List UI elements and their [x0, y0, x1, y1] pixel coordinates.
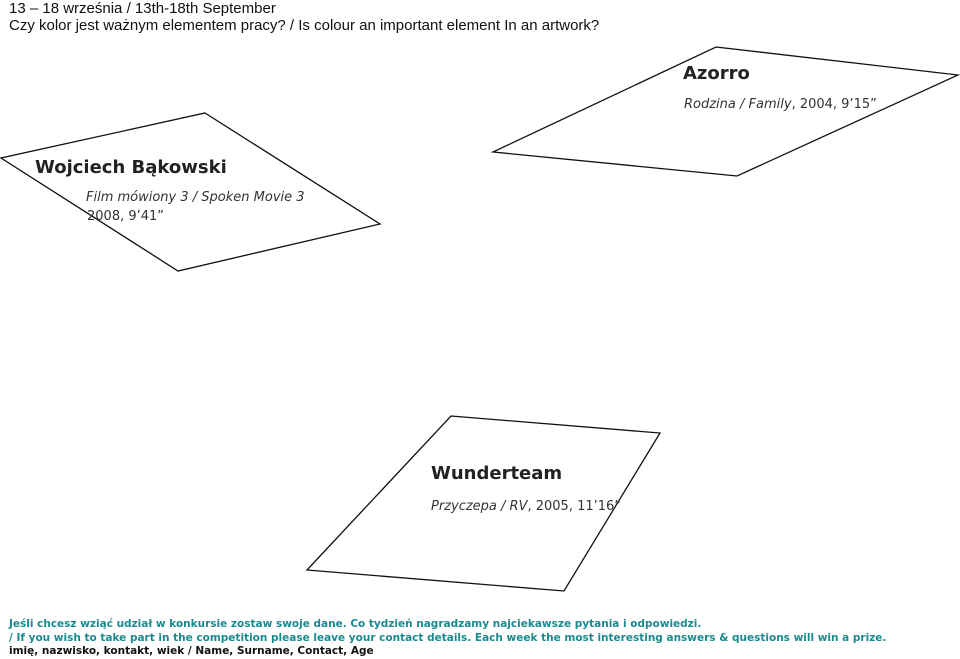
work-details: , 2004, 9’15”: [791, 97, 877, 112]
artist-name: Wunderteam: [431, 463, 563, 484]
contact-fields-label: imię, nazwisko, kontakt, wiek / Name, Surname, Contact, Age: [9, 645, 374, 657]
work-info: [86, 190, 305, 205]
work-title: Przyczepa / RV: [431, 499, 528, 514]
competition-text-en: / If you wish to take part in the competition please leave your contact details. Each week the most interesting answers & questions will win a prize.: [9, 631, 887, 644]
work-title: Rodzina / Family: [684, 97, 792, 112]
artist-name: Wojciech Bąkowski: [35, 157, 227, 178]
artwork-question: Czy kolor jest ważnym elementem pracy? / Is colour an important element In an artwork?: [9, 17, 600, 34]
work-info: [684, 97, 877, 112]
work-info: [431, 499, 621, 514]
competition-text-pl: Jeśli chcesz wziąć udział w konkursie zostaw swoje dane. Co tydzień nagradzamy najciekawsze pytania i odpowiedzi.: [9, 618, 702, 630]
work-details: 2008, 9’41”: [87, 209, 165, 224]
work-title: Film mówiony 3 / Spoken Movie 3: [86, 190, 305, 205]
date-range: 13 – 18 września / 13th-18th September: [9, 0, 276, 17]
work-details: , 2005, 11’16”: [527, 499, 622, 514]
artist-name: Azorro: [683, 63, 750, 84]
competition-footer: [9, 618, 886, 659]
